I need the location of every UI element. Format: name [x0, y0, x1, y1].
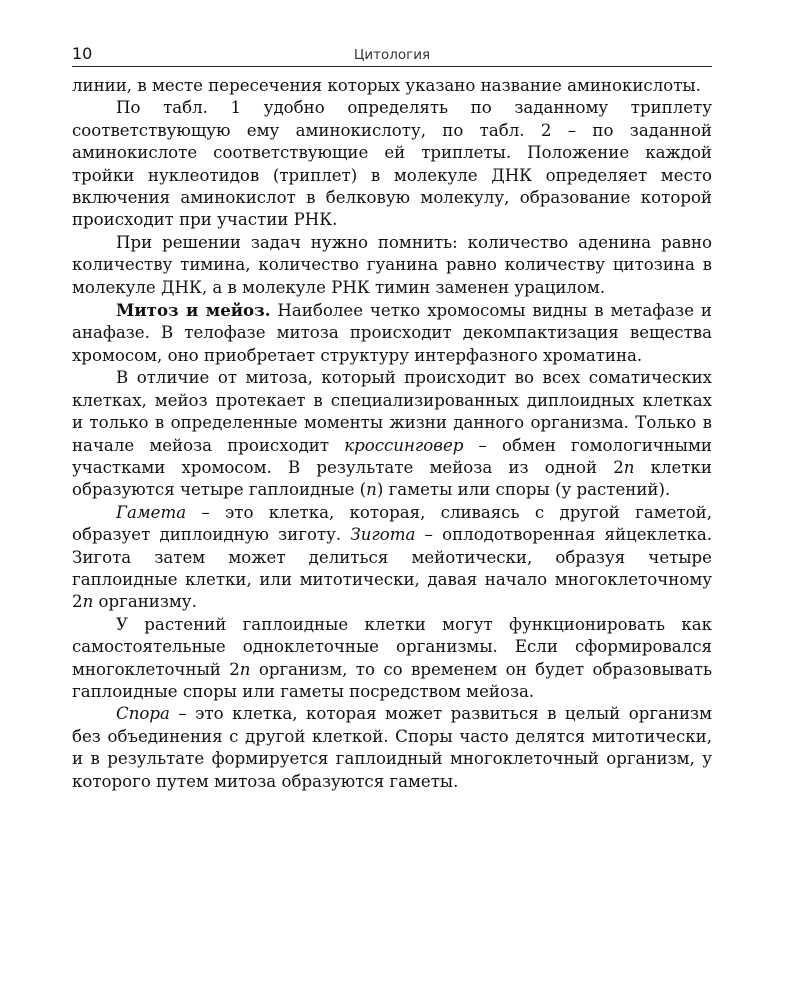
- italic-run: n: [82, 592, 94, 612]
- text-run: Наиболее четко хромосомы видны в метафазе и анафазе. В телофазе митоза происходит декомпактизация вещества хромосом, оно приобретает структуру интерфазного хроматина.: [72, 301, 712, 365]
- running-title: Цитология: [353, 47, 431, 63]
- paragraph: [72, 703, 712, 793]
- paragraph: [72, 367, 712, 501]
- paragraph: [72, 97, 712, 231]
- text-run: – это клетка, которая может развиться в целый организм без объединения с другой клеткой. Споры часто делятся митотически, и в результате формируется гаплоидный многоклеточный организм, у которого путем митоза образуются гаметы.: [72, 704, 712, 791]
- italic-run: n: [366, 480, 377, 500]
- text-run: – это клетка, которая, сливаясь с другой гаметой, образует диплоидную зиготу.: [72, 502, 712, 545]
- paragraph: [72, 502, 712, 614]
- text-run: организму.: [93, 592, 197, 612]
- text-run: В отличие от митоза, который происходит во всех соматических клетках, мейоз протекает в специализированных диплоидных клетках и только в определенные моменты жизни данного организма. Только в начале мейоза происходит: [72, 368, 712, 455]
- bold-run: Митоз и мейоз.: [116, 300, 271, 321]
- paragraph: [72, 232, 712, 299]
- book-page: [72, 44, 712, 793]
- text-run: ) гаметы или споры (у растений).: [376, 480, 671, 500]
- italic-run: кроссинговер: [344, 435, 464, 455]
- text-run: У растений гаплоидные клетки могут функционировать как самостоятельные одноклеточные организмы. Если сформировался многоклеточный 2: [72, 614, 712, 679]
- paragraph: [72, 299, 712, 367]
- italic-run: Гамета: [116, 502, 187, 522]
- text-run: По табл. 1 удобно определять по заданному триплету соответствующую ему аминокислоту, по табл. 2 – по заданной аминокислоте соответствующие ей триплеты. Положение каждой тройки нуклеотидов (триплет) в молекуле ДНК определяет место включения аминокислот в белковую молекулу, образование которой происходит при участии РНК.: [72, 98, 712, 230]
- body-text: [72, 75, 712, 793]
- paragraph: [72, 614, 712, 704]
- page-number: 10: [72, 44, 93, 63]
- italic-run: Спора: [116, 704, 170, 724]
- italic-run: n: [239, 659, 251, 679]
- text-run: организм, то со временем он будет образовывать гаплоидные споры или гаметы посредством мейоза.: [72, 659, 712, 701]
- text-run: клетки образуются четыре гаплоидные (: [72, 457, 712, 500]
- italic-run: n: [623, 457, 635, 477]
- paragraph: [72, 75, 712, 97]
- running-header: [72, 44, 712, 67]
- text-run: линии, в месте пересечения которых указано название аминокислоты.: [72, 76, 701, 95]
- text-run: – оплодотворенная яйцеклетка. Зигота затем может делиться мейотически, образуя четыре гаплоидные клетки, или митотически, давая начало многоклеточному 2: [72, 525, 712, 612]
- italic-run: Зигота: [350, 525, 416, 545]
- text-run: При решении задач нужно помнить: количество аденина равно количеству тимина, количество гуанина равно количеству цитозина в молекуле ДНК, а в молекуле РНК тимин заменен урацилом.: [72, 232, 712, 297]
- text-run: – обмен гомологичными участками хромосом. В результате мейоза из одной 2: [72, 435, 712, 477]
